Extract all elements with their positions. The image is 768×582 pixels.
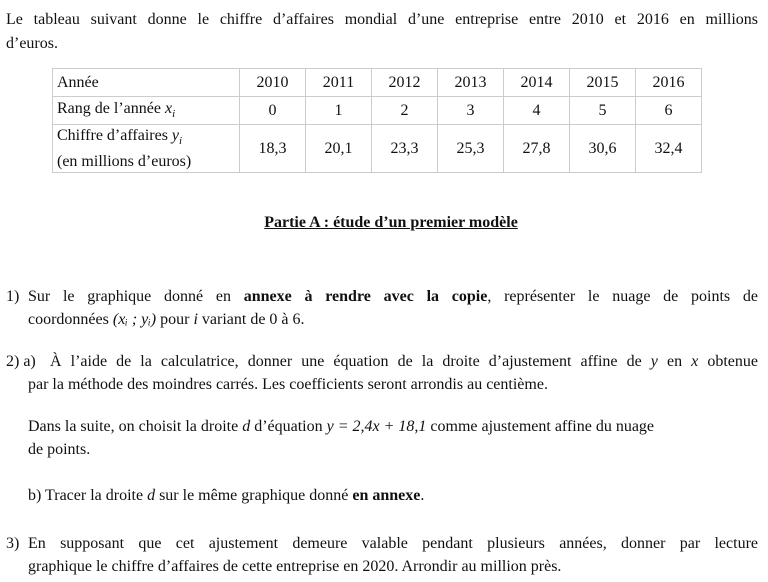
year-cell: 2016	[636, 69, 702, 97]
table-row-values	[53, 125, 702, 173]
q2a-number: 2) a)	[6, 353, 36, 370]
q2b-text-b: sur le même graphique donné	[155, 487, 353, 504]
table-row-ranks	[53, 97, 702, 125]
q2a-var-y: y	[650, 353, 658, 370]
value-cell: 18,3	[240, 125, 306, 173]
year-cell: 2011	[306, 69, 372, 97]
q2-text-a: Dans la suite, on choisit la droite	[28, 418, 243, 435]
q2-text-line-2: de points.	[28, 441, 91, 458]
value-cell: 20,1	[306, 125, 372, 173]
q2b-bold: en annexe	[352, 487, 421, 504]
q1-coords: (xᵢ ; yᵢ)	[112, 311, 157, 328]
q1-line-1	[28, 287, 758, 307]
row-header-ca	[53, 125, 240, 173]
q2-var-d: d	[242, 418, 251, 435]
rank-cell: 5	[570, 97, 636, 125]
intro-line-2: d’euros.	[6, 35, 58, 52]
row-header-annee: Année	[53, 69, 240, 97]
q1-line-2	[28, 310, 305, 330]
value-cell: 32,4	[636, 125, 702, 173]
q1-text-c: coordonnées	[28, 311, 113, 328]
q2b-var-d: d	[147, 487, 156, 504]
intro-line-1: Le tableau suivant donne le chiffre d’affaires mondial d’une entreprise entre 2010 et 2016 en millions	[6, 11, 758, 28]
q1-var-i: i	[193, 311, 198, 328]
row-header-rang	[53, 97, 240, 125]
ca-unit: (en millions d’euros)	[57, 152, 192, 170]
q2a-line-2: par la méthode des moindres carrés. Les coefficients seront arrondis au centième.	[28, 376, 548, 393]
q1-bold: annexe à rendre avec la copie	[243, 288, 488, 305]
rank-cell: 1	[306, 97, 372, 125]
q2b-text-c: .	[420, 487, 425, 504]
q2a-text-c: obtenue	[698, 353, 758, 370]
q1-text-b: , représenter le nuage de points de	[487, 288, 759, 305]
year-cell: 2012	[372, 69, 438, 97]
value-cell: 23,3	[372, 125, 438, 173]
part-title: Partie A : étude d’un premier modèle	[264, 214, 518, 231]
q2a-text-a: À l’aide de la calculatrice, donner une équation de la droite d’ajustement affine de	[50, 353, 651, 370]
q1-number: 1)	[6, 288, 20, 305]
sub-i: i	[179, 135, 183, 148]
rank-cell: 2	[372, 97, 438, 125]
q2-text-b: d’équation	[250, 418, 327, 435]
q2b-text-a: b) Tracer la droite	[28, 487, 148, 504]
q1-text-d: pour	[156, 311, 194, 328]
value-cell: 30,6	[570, 125, 636, 173]
q2-text-c: comme ajustement affine du nuage	[426, 418, 655, 435]
rank-cell: 6	[636, 97, 702, 125]
var-x: x	[164, 100, 173, 118]
q2-equation: y = 2,4x + 18,1	[326, 418, 427, 435]
data-table	[52, 68, 702, 173]
year-cell: 2015	[570, 69, 636, 97]
q2a-var-x: x	[691, 353, 699, 370]
var-y: y	[171, 127, 180, 145]
rank-cell: 3	[438, 97, 504, 125]
q1-text-a: Sur le graphique donné en	[28, 288, 244, 305]
q3-line-1: En supposant que cet ajustement demeure valable pendant plusieurs années, donner par lecture	[28, 535, 758, 552]
q3-line-2: graphique le chiffre d’affaires de cette entreprise en 2020. Arrondir au million près.	[28, 558, 562, 575]
q1-text-e: variant de 0 à 6.	[197, 311, 305, 328]
year-cell: 2010	[240, 69, 306, 97]
sub-i: i	[172, 108, 176, 121]
year-cell: 2013	[438, 69, 504, 97]
value-cell: 25,3	[438, 125, 504, 173]
q2b-line	[28, 486, 424, 506]
rank-cell: 0	[240, 97, 306, 125]
value-cell: 27,8	[504, 125, 570, 173]
table-row-years	[53, 69, 702, 97]
q2a-line-1	[50, 352, 758, 372]
ca-label: Chiffre d’affaires	[57, 127, 172, 145]
rang-label: Rang de l’année	[57, 100, 165, 118]
year-cell: 2014	[504, 69, 570, 97]
q3-number: 3)	[6, 535, 20, 552]
rank-cell: 4	[504, 97, 570, 125]
q2a-text-b: en	[657, 353, 692, 370]
q2-text-line-1	[28, 417, 654, 437]
